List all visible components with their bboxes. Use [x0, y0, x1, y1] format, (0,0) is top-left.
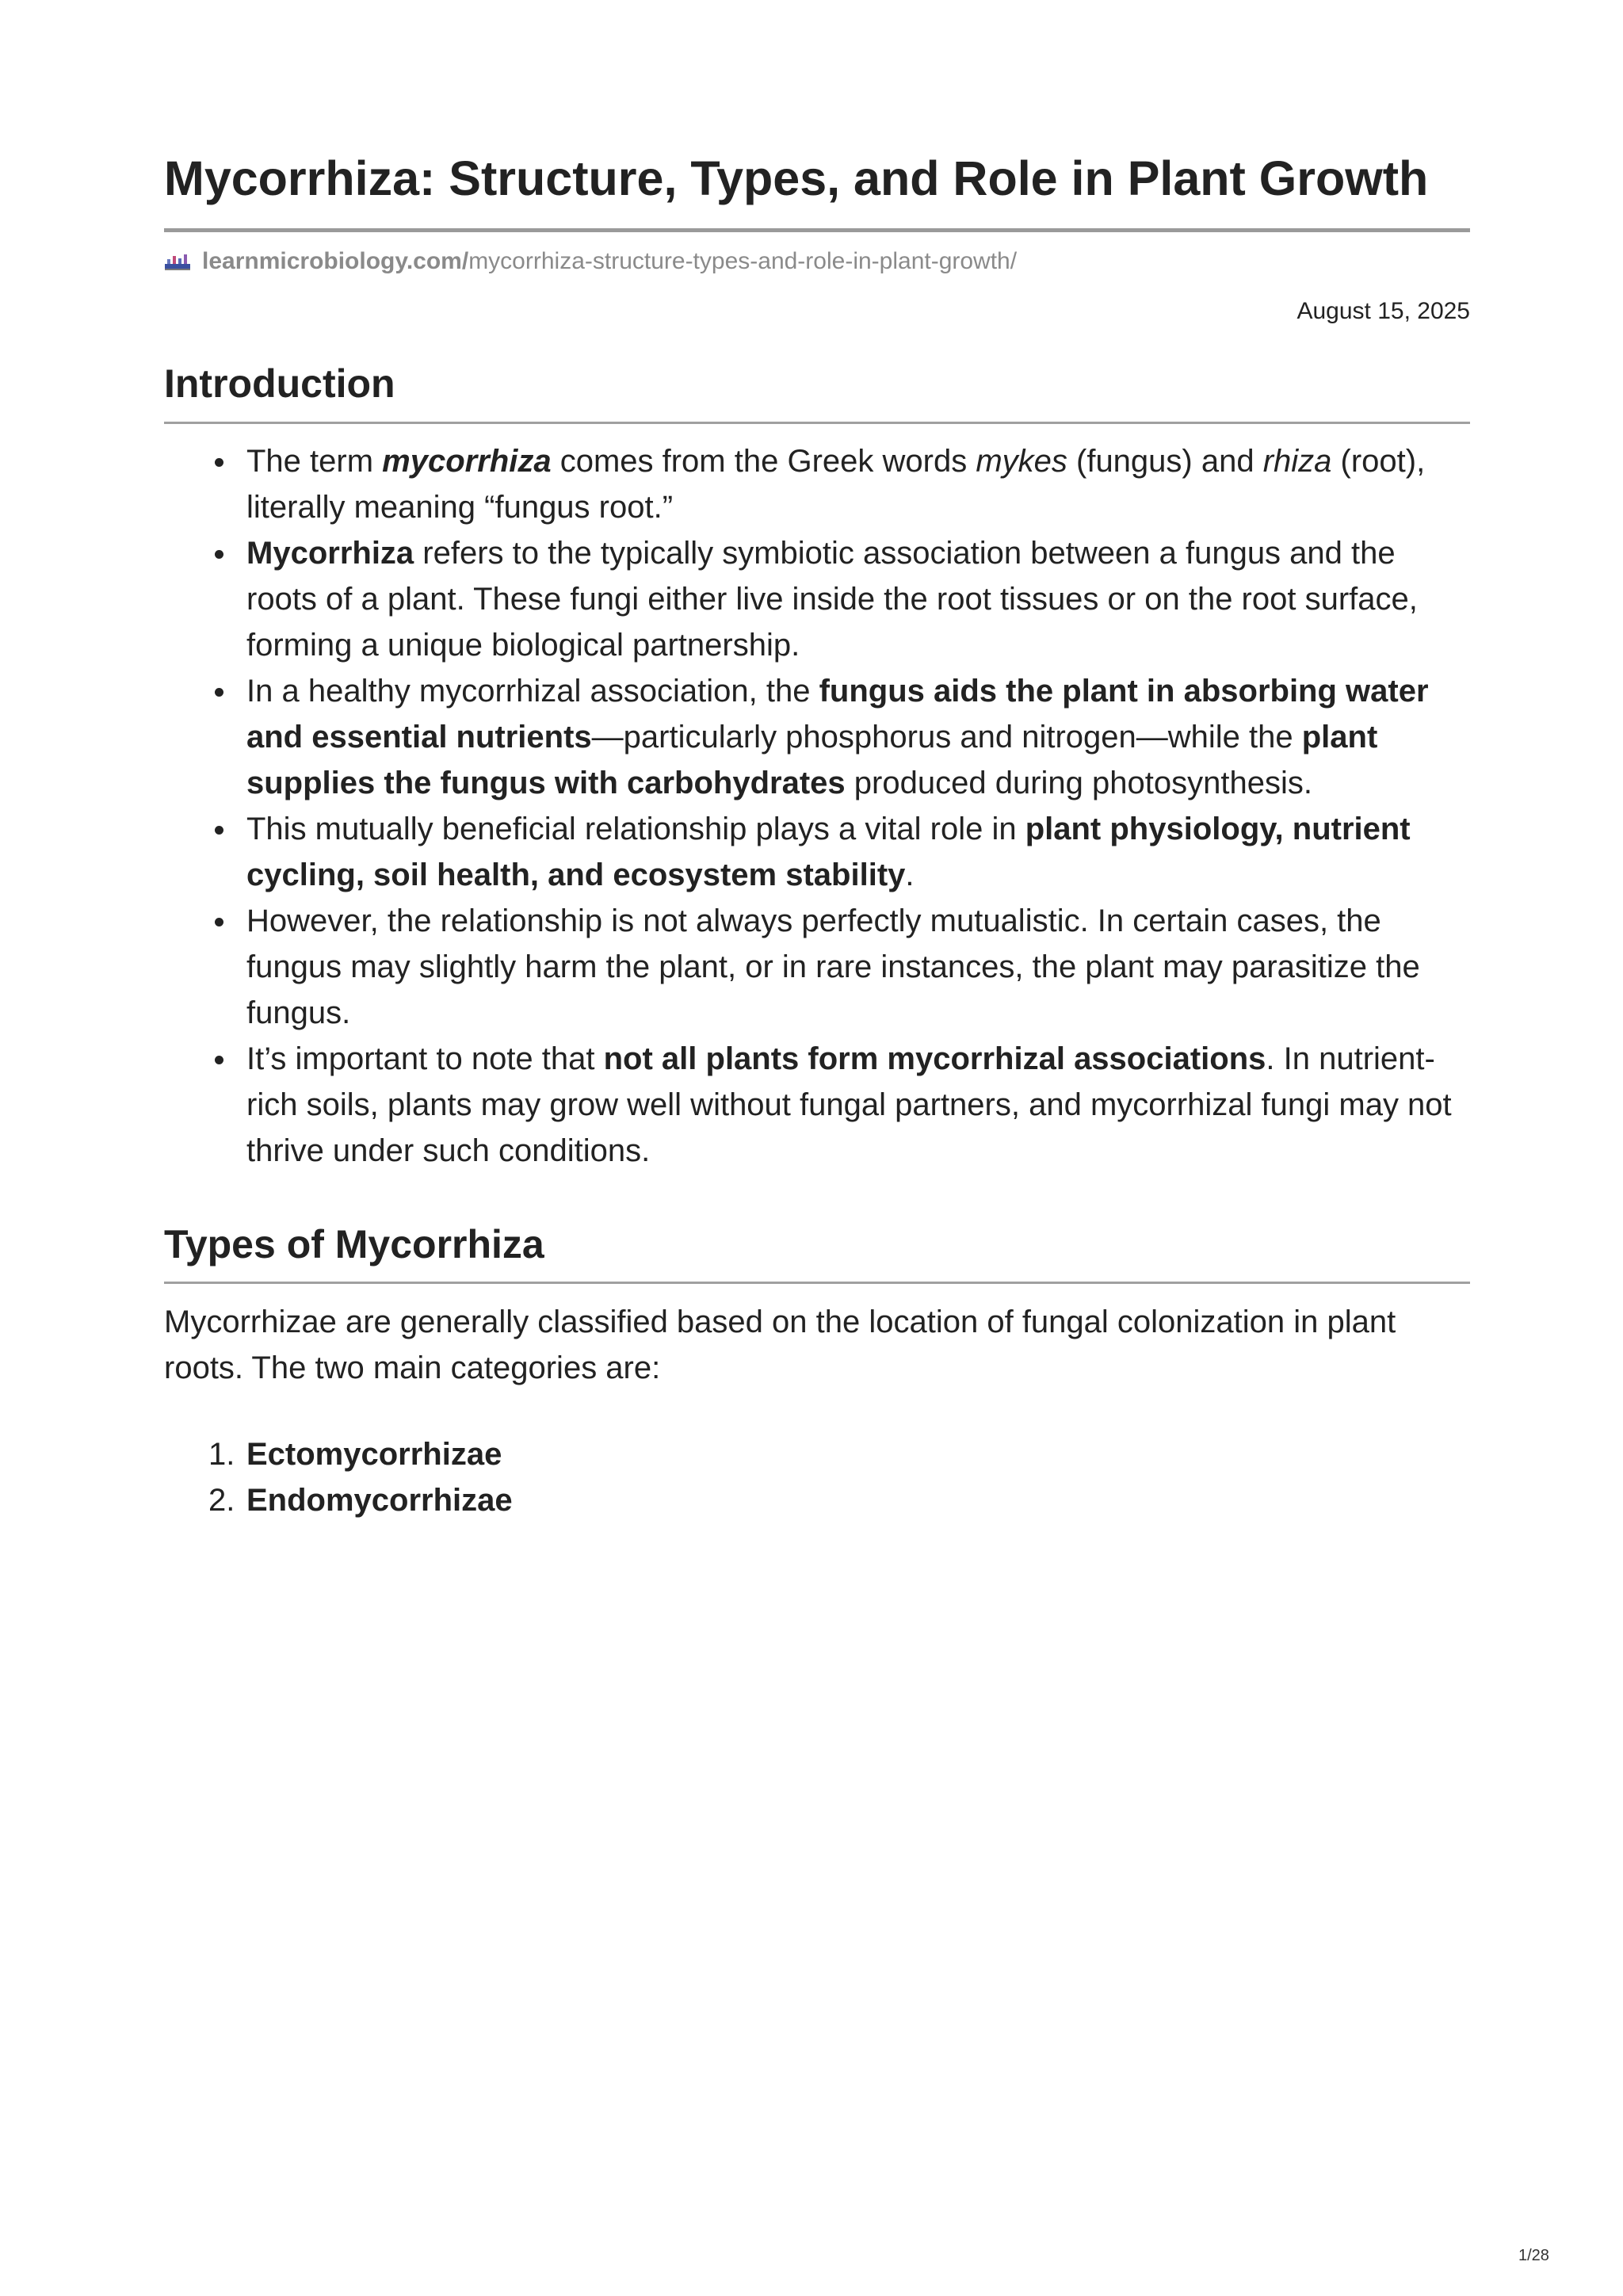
types-intro-paragraph: Mycorrhizae are generally classified based on the location of fungal colonization in plant roots. The two main categories are: — [164, 1305, 1396, 1385]
list-item: In a healthy mycorrhizal association, the fungus aids the plant in absorbing water and essential nutrients—particularly phosphorus and nitrogen—while the plant supplies the fungus with carbohydrates produced during photosynthesis. — [246, 668, 1470, 806]
list-item: The term mycorrhiza comes from the Greek words mykes (fungus) and rhiza (root), literally meaning “fungus root.” — [246, 438, 1470, 530]
source-domain: learnmicrobiology.com/ — [202, 248, 469, 274]
page-title: Mycorrhiza: Structure, Types, and Role in Plant Growth — [164, 151, 1429, 205]
section-divider — [164, 422, 1470, 424]
list-item: It’s important to note that not all plants form mycorrhizal associations. In nutrient-rich soils, plants may grow well without fungal partners, and mycorrhizal fungi may not thrive under such conditions. — [246, 1036, 1470, 1174]
title-divider — [164, 228, 1470, 232]
publish-date: August 15, 2025 — [1296, 298, 1470, 324]
site-logo-icon — [164, 251, 191, 272]
list-item: 2. Endomycorrhizae — [208, 1483, 513, 1518]
introduction-list — [164, 438, 1470, 1174]
list-item: 1. Ectomycorrhizae — [208, 1437, 502, 1472]
section-divider — [164, 1282, 1470, 1284]
list-item: This mutually beneficial relationship plays a vital role in plant physiology, nutrient cycling, soil health, and ecosystem stability. — [246, 806, 1470, 898]
list-item: Mycorrhiza refers to the typically symbiotic association between a fungus and the roots of a plant. These fungi either live inside the root tissues or on the root surface, forming a unique biological partnership. — [246, 530, 1470, 668]
source-link[interactable] — [164, 246, 1017, 277]
list-item: However, the relationship is not always perfectly mutualistic. In certain cases, the fungus may slightly harm the plant, or in rare instances, the plant may parasitize the fungus. — [246, 898, 1470, 1036]
section-heading-types: Types of Mycorrhiza — [164, 1222, 544, 1266]
page-number: 1/28 — [1518, 2247, 1549, 2264]
section-heading-introduction: Introduction — [164, 361, 395, 406]
types-list — [164, 1431, 1470, 1523]
source-path: mycorrhiza-structure-types-and-role-in-plant-growth/ — [468, 248, 1018, 274]
